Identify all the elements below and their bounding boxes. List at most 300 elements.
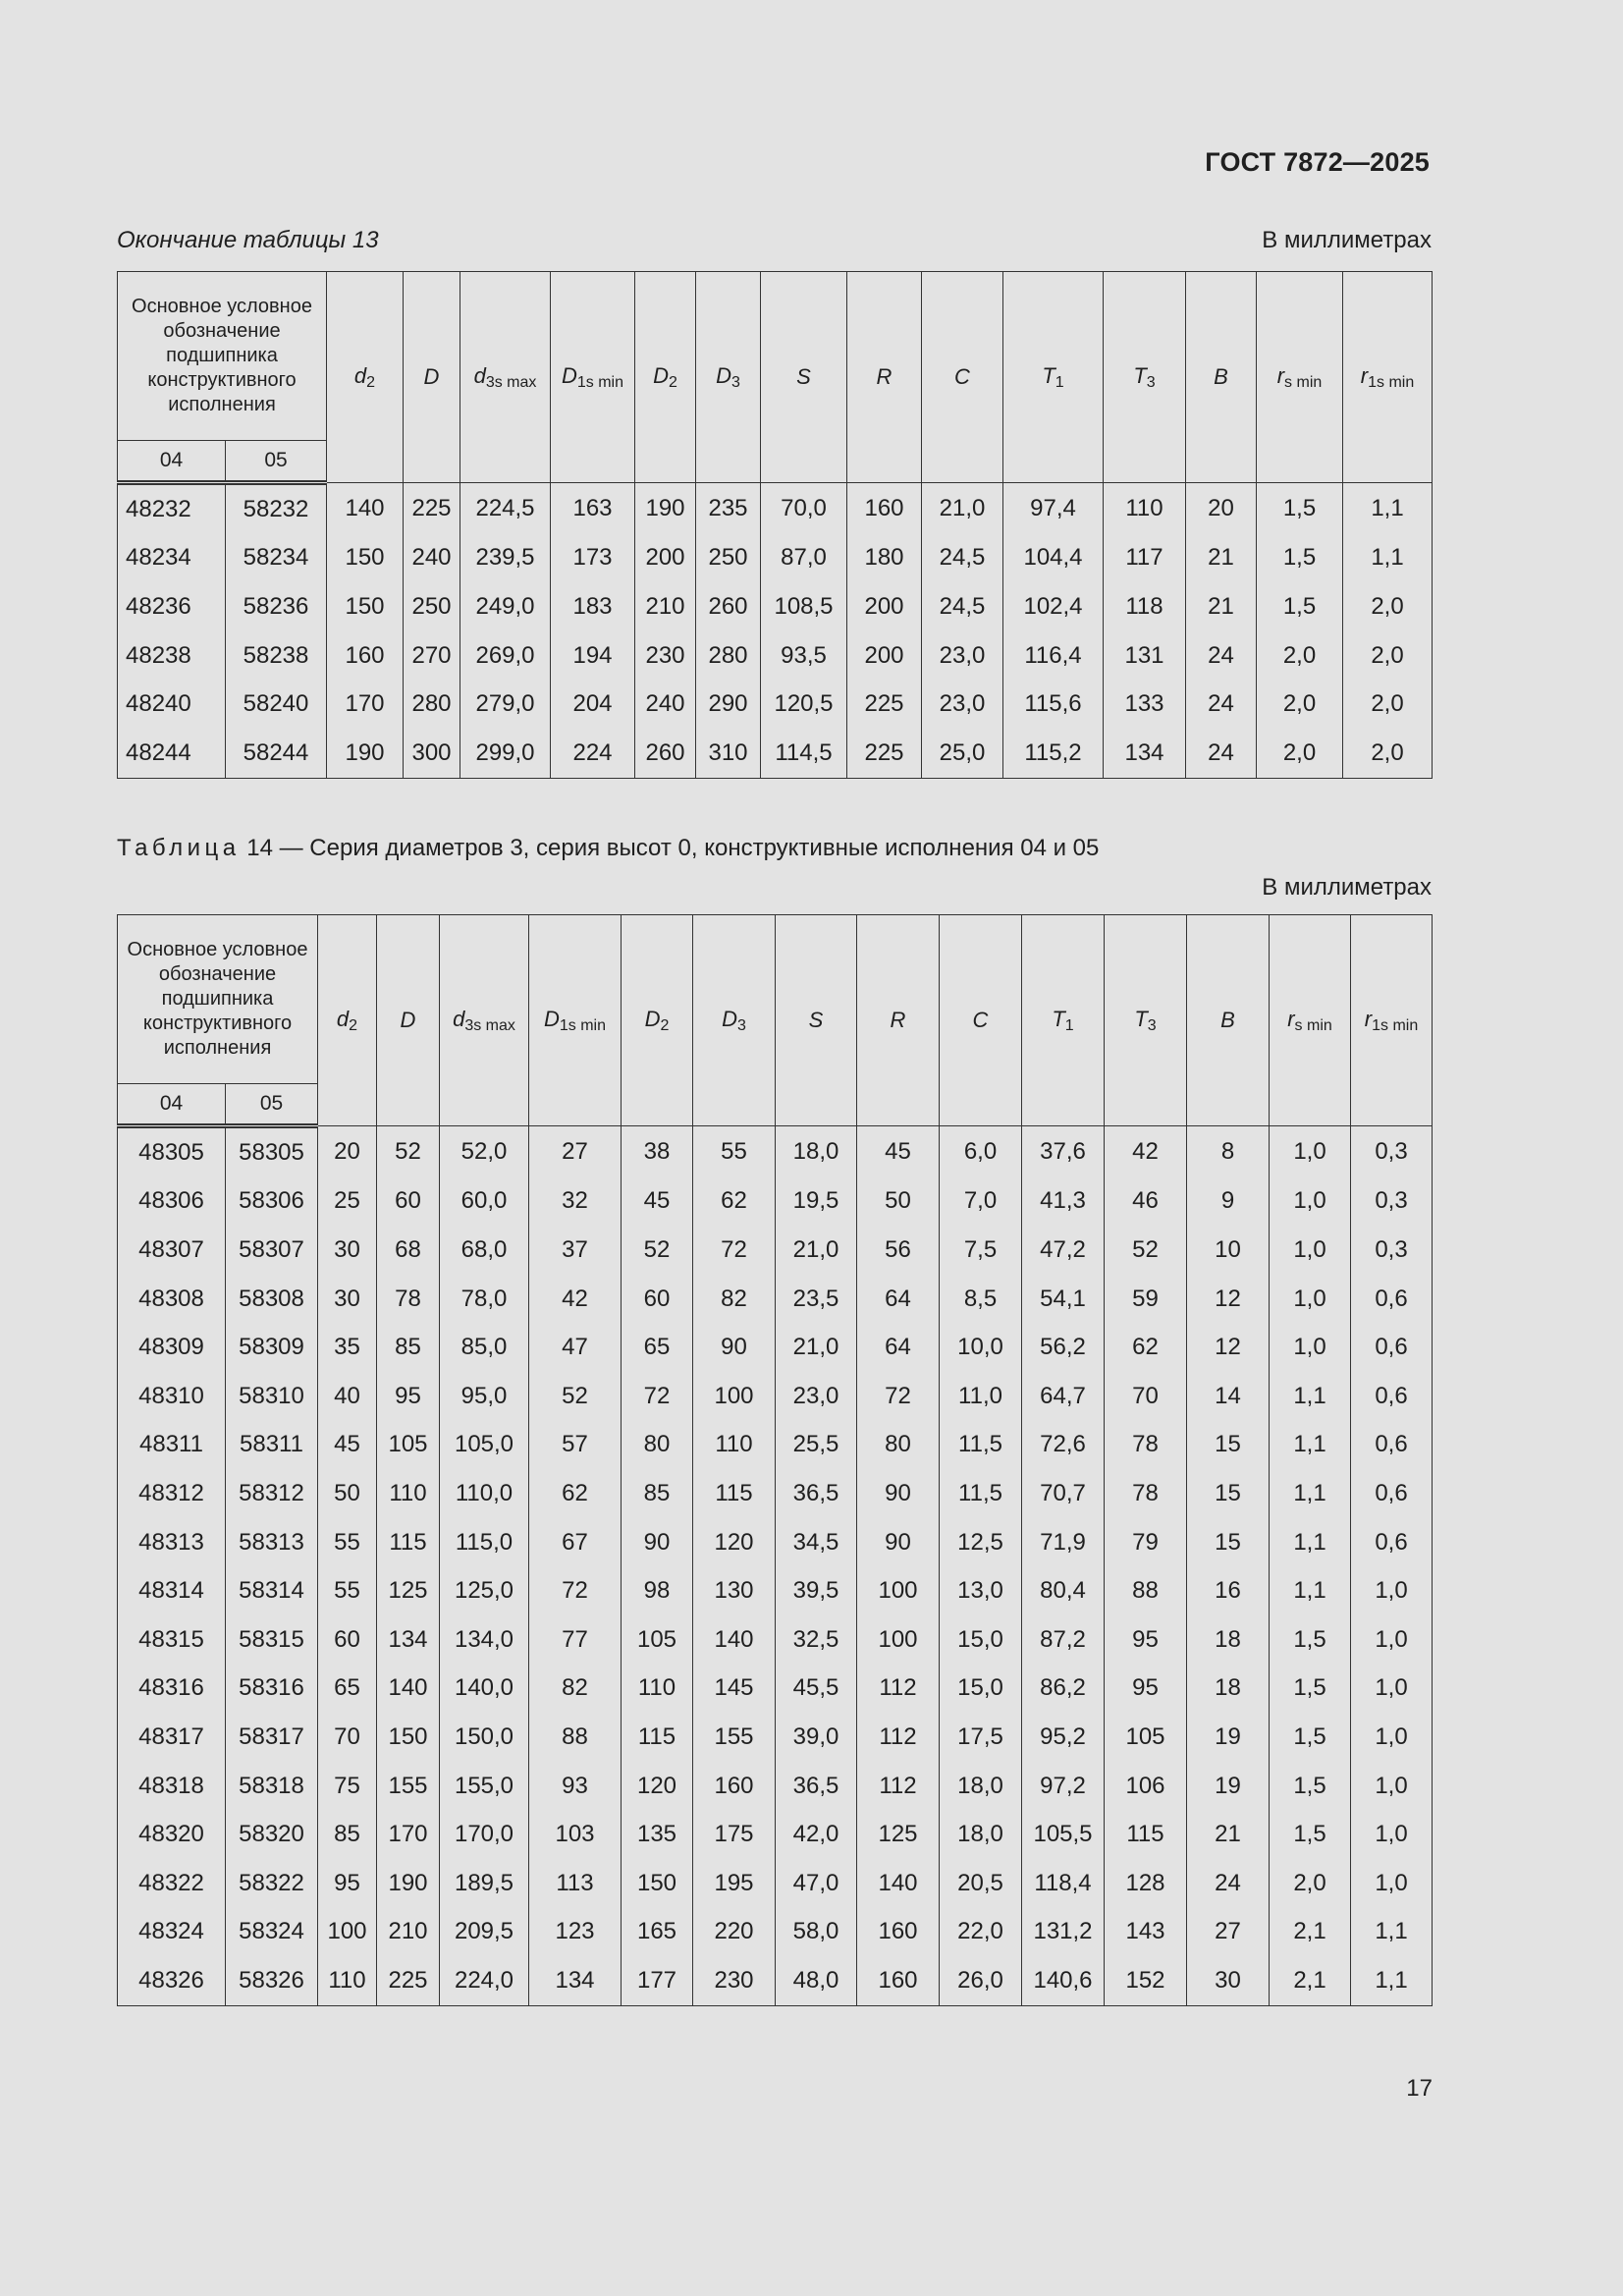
table-cell: 65 bbox=[318, 1665, 377, 1714]
table-cell: 2,0 bbox=[1257, 680, 1343, 729]
table-cell: 58,0 bbox=[776, 1908, 857, 1957]
table-cell: 19,5 bbox=[776, 1177, 857, 1227]
table-cell: 115,0 bbox=[440, 1518, 529, 1567]
table-row bbox=[118, 1372, 1433, 1421]
table-cell: 48236 bbox=[118, 582, 226, 631]
table-cell: 279,0 bbox=[460, 680, 551, 729]
table-row bbox=[118, 729, 1433, 778]
table-cell: 52 bbox=[529, 1372, 622, 1421]
column-symbol: D bbox=[400, 1008, 416, 1032]
table-cell: 224,0 bbox=[440, 1956, 529, 2005]
table-cell: 48,0 bbox=[776, 1956, 857, 2005]
column-symbol: r bbox=[1360, 362, 1369, 388]
table-cell: 56,2 bbox=[1022, 1323, 1105, 1372]
table-cell: 120,5 bbox=[761, 680, 847, 729]
table-cell: 48309 bbox=[118, 1323, 226, 1372]
table-cell: 1,0 bbox=[1270, 1226, 1351, 1275]
column-header-d-3s-max bbox=[460, 272, 551, 483]
column-header-s bbox=[776, 915, 857, 1126]
table-cell: 48305 bbox=[118, 1126, 226, 1177]
column-header-d-2 bbox=[318, 915, 377, 1126]
column-symbol: B bbox=[1214, 364, 1228, 389]
table-row bbox=[118, 1566, 1433, 1615]
table-cell: 170 bbox=[327, 680, 404, 729]
table-cell: 64,7 bbox=[1022, 1372, 1105, 1421]
table-cell: 1,0 bbox=[1270, 1126, 1351, 1177]
table-cell: 125,0 bbox=[440, 1566, 529, 1615]
column-header-r-s-min bbox=[1257, 272, 1343, 483]
table-cell: 58240 bbox=[226, 680, 327, 729]
table-cell: 112 bbox=[857, 1713, 940, 1762]
table-cell: 34,5 bbox=[776, 1518, 857, 1567]
table-cell: 58324 bbox=[226, 1908, 318, 1957]
document-code: ГОСТ 7872—2025 bbox=[1205, 147, 1430, 177]
table-cell: 45 bbox=[857, 1126, 940, 1177]
column-header-t-3 bbox=[1104, 272, 1186, 483]
table-cell: 1,0 bbox=[1351, 1810, 1433, 1859]
column-header-r-1s-min bbox=[1343, 272, 1433, 483]
table-cell: 15,0 bbox=[940, 1665, 1022, 1714]
table-cell: 18,0 bbox=[940, 1810, 1022, 1859]
table-cell: 41,3 bbox=[1022, 1177, 1105, 1227]
table-cell: 100 bbox=[857, 1566, 940, 1615]
table-cell: 1,5 bbox=[1270, 1713, 1351, 1762]
table-cell: 150 bbox=[327, 534, 404, 583]
table-cell: 0,6 bbox=[1351, 1323, 1433, 1372]
table-cell: 90 bbox=[857, 1469, 940, 1518]
table-cell: 155 bbox=[377, 1762, 440, 1811]
table-cell: 88 bbox=[529, 1713, 622, 1762]
table-cell: 18 bbox=[1187, 1665, 1270, 1714]
table-cell: 152 bbox=[1105, 1956, 1187, 2005]
table-cell: 299,0 bbox=[460, 729, 551, 778]
column-subscript: 2 bbox=[366, 373, 376, 391]
table-cell: 280 bbox=[696, 631, 761, 681]
table-cell: 39,0 bbox=[776, 1713, 857, 1762]
column-symbol: d bbox=[336, 1006, 350, 1031]
column-header-r bbox=[857, 915, 940, 1126]
column-symbol: S bbox=[808, 1008, 824, 1032]
table-row bbox=[118, 1275, 1433, 1324]
table-cell: 9 bbox=[1187, 1177, 1270, 1227]
table-cell: 24 bbox=[1186, 680, 1257, 729]
table-cell: 1,1 bbox=[1351, 1908, 1433, 1957]
table-cell: 48308 bbox=[118, 1275, 226, 1324]
table-cell: 62 bbox=[693, 1177, 776, 1227]
table-cell: 177 bbox=[622, 1956, 693, 2005]
designation-header: Основное условное обозначение подшипника конструктивного исполнения bbox=[118, 915, 318, 1084]
table-cell: 115 bbox=[377, 1518, 440, 1567]
table-cell: 24,5 bbox=[922, 534, 1003, 583]
column-header-c bbox=[940, 915, 1022, 1126]
table-13 bbox=[117, 271, 1433, 779]
column-header-d bbox=[404, 272, 460, 483]
table-cell: 270 bbox=[404, 631, 460, 681]
table-cell: 48318 bbox=[118, 1762, 226, 1811]
table-cell: 160 bbox=[327, 631, 404, 681]
table-cell: 23,0 bbox=[922, 680, 1003, 729]
table-cell: 48306 bbox=[118, 1177, 226, 1227]
table-cell: 110 bbox=[318, 1956, 377, 2005]
table-cell: 42,0 bbox=[776, 1810, 857, 1859]
table-cell: 240 bbox=[635, 680, 696, 729]
table-cell: 77 bbox=[529, 1615, 622, 1665]
table-cell: 64 bbox=[857, 1323, 940, 1372]
column-05-header: 05 bbox=[226, 441, 327, 483]
table-cell: 95,2 bbox=[1022, 1713, 1105, 1762]
table-cell: 118 bbox=[1104, 582, 1186, 631]
table-cell: 79 bbox=[1105, 1518, 1187, 1567]
table-cell: 30 bbox=[318, 1226, 377, 1275]
column-subscript: 3s max bbox=[464, 1016, 515, 1034]
column-header-c bbox=[922, 272, 1003, 483]
column-symbol: d bbox=[453, 1006, 465, 1031]
table-cell: 48238 bbox=[118, 631, 226, 681]
column-symbol: D bbox=[644, 1006, 661, 1031]
table-cell: 58310 bbox=[226, 1372, 318, 1421]
table-cell: 58244 bbox=[226, 729, 327, 778]
table-cell: 105 bbox=[1105, 1713, 1187, 1762]
column-header-r-1s-min bbox=[1351, 915, 1433, 1126]
column-subscript: 3 bbox=[1147, 1016, 1157, 1034]
table-row bbox=[118, 1859, 1433, 1908]
table-row bbox=[118, 1518, 1433, 1567]
column-subscript: 1 bbox=[1055, 373, 1064, 391]
table-cell: 115 bbox=[622, 1713, 693, 1762]
table-cell: 55 bbox=[693, 1126, 776, 1177]
table-cell: 19 bbox=[1187, 1762, 1270, 1811]
table-cell: 1,1 bbox=[1270, 1372, 1351, 1421]
table-cell: 50 bbox=[318, 1469, 377, 1518]
table-cell: 240 bbox=[404, 534, 460, 583]
column-subscript: 1s min bbox=[576, 373, 623, 391]
table-cell: 58326 bbox=[226, 1956, 318, 2005]
table-cell: 173 bbox=[551, 534, 635, 583]
table-cell: 58234 bbox=[226, 534, 327, 583]
table-cell: 130 bbox=[693, 1566, 776, 1615]
table-cell: 48316 bbox=[118, 1665, 226, 1714]
table-cell: 225 bbox=[404, 483, 460, 534]
table-cell: 1,1 bbox=[1343, 534, 1433, 583]
table-cell: 70,0 bbox=[761, 483, 847, 534]
table-cell: 160 bbox=[857, 1908, 940, 1957]
column-symbol: T bbox=[1133, 362, 1147, 388]
table-row bbox=[118, 1421, 1433, 1470]
table-cell: 90 bbox=[622, 1518, 693, 1567]
table-cell: 23,0 bbox=[776, 1372, 857, 1421]
table-cell: 224 bbox=[551, 729, 635, 778]
table-cell: 80 bbox=[622, 1421, 693, 1470]
table-cell: 88 bbox=[1105, 1566, 1187, 1615]
table-cell: 134 bbox=[377, 1615, 440, 1665]
table-cell: 95 bbox=[377, 1372, 440, 1421]
table-cell: 140 bbox=[327, 483, 404, 534]
column-header-d bbox=[377, 915, 440, 1126]
table-cell: 48315 bbox=[118, 1615, 226, 1665]
table-row bbox=[118, 1762, 1433, 1811]
table-cell: 190 bbox=[327, 729, 404, 778]
column-header-d-2 bbox=[635, 272, 696, 483]
table-cell: 47 bbox=[529, 1323, 622, 1372]
table-cell: 125 bbox=[857, 1810, 940, 1859]
table-cell: 48313 bbox=[118, 1518, 226, 1567]
table-cell: 93 bbox=[529, 1762, 622, 1811]
column-header-d-3s-max bbox=[440, 915, 529, 1126]
table-cell: 114,5 bbox=[761, 729, 847, 778]
table-cell: 48310 bbox=[118, 1372, 226, 1421]
table-cell: 52 bbox=[377, 1126, 440, 1177]
column-subscript: 1s min bbox=[1372, 1016, 1419, 1034]
table-cell: 85,0 bbox=[440, 1323, 529, 1372]
table-cell: 2,1 bbox=[1270, 1956, 1351, 2005]
table-cell: 108,5 bbox=[761, 582, 847, 631]
table-cell: 6,0 bbox=[940, 1126, 1022, 1177]
table-cell: 8 bbox=[1187, 1126, 1270, 1177]
table-cell: 131 bbox=[1104, 631, 1186, 681]
table-cell: 110 bbox=[1104, 483, 1186, 534]
table-cell: 210 bbox=[377, 1908, 440, 1957]
table-cell: 235 bbox=[696, 483, 761, 534]
table-cell: 15 bbox=[1187, 1421, 1270, 1470]
table-cell: 12,5 bbox=[940, 1518, 1022, 1567]
table-cell: 105 bbox=[377, 1421, 440, 1470]
table-cell: 75 bbox=[318, 1762, 377, 1811]
column-symbol: r bbox=[1287, 1006, 1295, 1031]
table-cell: 1,1 bbox=[1270, 1518, 1351, 1567]
table-cell: 86,2 bbox=[1022, 1665, 1105, 1714]
table-cell: 58309 bbox=[226, 1323, 318, 1372]
table-cell: 106 bbox=[1105, 1762, 1187, 1811]
table-cell: 1,0 bbox=[1270, 1323, 1351, 1372]
table-cell: 225 bbox=[847, 729, 922, 778]
table-cell: 250 bbox=[696, 534, 761, 583]
table-cell: 57 bbox=[529, 1421, 622, 1470]
table-cell: 82 bbox=[693, 1275, 776, 1324]
table-row bbox=[118, 483, 1433, 534]
table-cell: 58313 bbox=[226, 1518, 318, 1567]
table-cell: 25,0 bbox=[922, 729, 1003, 778]
table-cell: 85 bbox=[622, 1469, 693, 1518]
table-cell: 204 bbox=[551, 680, 635, 729]
column-symbol: R bbox=[876, 364, 893, 389]
table-cell: 10,0 bbox=[940, 1323, 1022, 1372]
table-cell: 38 bbox=[622, 1126, 693, 1177]
table-cell: 0,3 bbox=[1351, 1226, 1433, 1275]
column-header-d-2 bbox=[327, 272, 404, 483]
table-cell: 11,5 bbox=[940, 1469, 1022, 1518]
table-cell: 72 bbox=[622, 1372, 693, 1421]
table14-caption-row bbox=[117, 835, 1432, 862]
table-cell: 180 bbox=[847, 534, 922, 583]
table-cell: 18,0 bbox=[940, 1762, 1022, 1811]
table-cell: 120 bbox=[693, 1518, 776, 1567]
table-cell: 70 bbox=[1105, 1372, 1187, 1421]
column-symbol: T bbox=[1042, 362, 1055, 388]
table-cell: 80 bbox=[857, 1421, 940, 1470]
table-cell: 48312 bbox=[118, 1469, 226, 1518]
table-cell: 190 bbox=[635, 483, 696, 534]
table-cell: 1,1 bbox=[1270, 1421, 1351, 1470]
table-cell: 95 bbox=[1105, 1665, 1187, 1714]
table-cell: 269,0 bbox=[460, 631, 551, 681]
column-subscript: 3 bbox=[736, 1016, 746, 1034]
table-cell: 67 bbox=[529, 1518, 622, 1567]
column-header-d-1s-min bbox=[551, 272, 635, 483]
table-cell: 260 bbox=[635, 729, 696, 778]
table-cell: 24,5 bbox=[922, 582, 1003, 631]
table-cell: 280 bbox=[404, 680, 460, 729]
table-cell: 20 bbox=[318, 1126, 377, 1177]
table-cell: 11,5 bbox=[940, 1421, 1022, 1470]
table-cell: 160 bbox=[693, 1762, 776, 1811]
table-cell: 16 bbox=[1187, 1566, 1270, 1615]
table-cell: 70,7 bbox=[1022, 1469, 1105, 1518]
column-subscript: 1s min bbox=[1368, 373, 1415, 391]
table-cell: 133 bbox=[1104, 680, 1186, 729]
table-cell: 32 bbox=[529, 1177, 622, 1227]
table-row bbox=[118, 1323, 1433, 1372]
column-header-d-3 bbox=[693, 915, 776, 1126]
table-cell: 46 bbox=[1105, 1177, 1187, 1227]
table-cell: 134 bbox=[1104, 729, 1186, 778]
table-cell: 85 bbox=[377, 1323, 440, 1372]
column-subscript: 3 bbox=[730, 373, 740, 391]
table-cell: 115 bbox=[1105, 1810, 1187, 1859]
table-cell: 155 bbox=[693, 1713, 776, 1762]
table-cell: 72,6 bbox=[1022, 1421, 1105, 1470]
table-cell: 1,1 bbox=[1270, 1469, 1351, 1518]
table-cell: 163 bbox=[551, 483, 635, 534]
table-cell: 210 bbox=[635, 582, 696, 631]
table-row bbox=[118, 1810, 1433, 1859]
column-header-t-3 bbox=[1105, 915, 1187, 1126]
table-cell: 58305 bbox=[226, 1126, 318, 1177]
table-cell: 17,5 bbox=[940, 1713, 1022, 1762]
table-cell: 150 bbox=[622, 1859, 693, 1908]
table-cell: 123 bbox=[529, 1908, 622, 1957]
table-cell: 48314 bbox=[118, 1566, 226, 1615]
table13-caption-row bbox=[117, 227, 1432, 254]
table14-caption-word: Таблица bbox=[117, 835, 241, 861]
table-cell: 90 bbox=[693, 1323, 776, 1372]
table-cell: 220 bbox=[693, 1908, 776, 1957]
table-cell: 60 bbox=[377, 1177, 440, 1227]
table-cell: 183 bbox=[551, 582, 635, 631]
table-cell: 18,0 bbox=[776, 1126, 857, 1177]
table-cell: 195 bbox=[693, 1859, 776, 1908]
table-cell: 45 bbox=[318, 1421, 377, 1470]
table-cell: 1,0 bbox=[1270, 1275, 1351, 1324]
table-cell: 36,5 bbox=[776, 1762, 857, 1811]
table-cell: 90 bbox=[857, 1518, 940, 1567]
table-cell: 120 bbox=[622, 1762, 693, 1811]
table-cell: 15 bbox=[1187, 1518, 1270, 1567]
table-cell: 85 bbox=[318, 1810, 377, 1859]
table-row bbox=[118, 1226, 1433, 1275]
table-cell: 26,0 bbox=[940, 1956, 1022, 2005]
table-cell: 1,0 bbox=[1351, 1762, 1433, 1811]
table-cell: 140,0 bbox=[440, 1665, 529, 1714]
table-cell: 150 bbox=[327, 582, 404, 631]
table-cell: 65 bbox=[622, 1323, 693, 1372]
table-cell: 0,6 bbox=[1351, 1469, 1433, 1518]
table-cell: 40 bbox=[318, 1372, 377, 1421]
column-subscript: 2 bbox=[660, 1016, 670, 1034]
table-cell: 21 bbox=[1186, 582, 1257, 631]
table-cell: 97,2 bbox=[1022, 1762, 1105, 1811]
table-cell: 175 bbox=[693, 1810, 776, 1859]
table-cell: 45,5 bbox=[776, 1665, 857, 1714]
column-symbol: C bbox=[972, 1008, 989, 1032]
table-cell: 18 bbox=[1187, 1615, 1270, 1665]
table14-caption bbox=[117, 835, 1099, 862]
column-header-d-1s-min bbox=[529, 915, 622, 1126]
table-cell: 200 bbox=[635, 534, 696, 583]
table-cell: 105,0 bbox=[440, 1421, 529, 1470]
table-cell: 42 bbox=[529, 1275, 622, 1324]
column-symbol: S bbox=[796, 364, 811, 389]
column-header-t-1 bbox=[1003, 272, 1104, 483]
table-cell: 60,0 bbox=[440, 1177, 529, 1227]
table-cell: 13,0 bbox=[940, 1566, 1022, 1615]
table-cell: 72 bbox=[857, 1372, 940, 1421]
table-cell: 22,0 bbox=[940, 1908, 1022, 1957]
table-row bbox=[118, 1177, 1433, 1227]
table-cell: 15,0 bbox=[940, 1615, 1022, 1665]
column-symbol: d bbox=[473, 362, 486, 388]
table-cell: 21 bbox=[1186, 534, 1257, 583]
column-symbol: T bbox=[1134, 1006, 1148, 1031]
table-cell: 25,5 bbox=[776, 1421, 857, 1470]
table-cell: 145 bbox=[693, 1665, 776, 1714]
table-cell: 50 bbox=[857, 1177, 940, 1227]
table-cell: 7,0 bbox=[940, 1177, 1022, 1227]
table13-units: В миллиметрах bbox=[1262, 227, 1432, 253]
table-cell: 14 bbox=[1187, 1372, 1270, 1421]
table-cell: 58308 bbox=[226, 1275, 318, 1324]
table-cell: 48311 bbox=[118, 1421, 226, 1470]
table-cell: 105 bbox=[622, 1615, 693, 1665]
table-cell: 48320 bbox=[118, 1810, 226, 1859]
table-cell: 42 bbox=[1105, 1126, 1187, 1177]
table-cell: 48240 bbox=[118, 680, 226, 729]
table-cell: 2,0 bbox=[1343, 582, 1433, 631]
table-cell: 35 bbox=[318, 1323, 377, 1372]
table-cell: 110 bbox=[622, 1665, 693, 1714]
table-cell: 78,0 bbox=[440, 1275, 529, 1324]
column-symbol: D bbox=[423, 364, 440, 389]
table-cell: 200 bbox=[847, 582, 922, 631]
column-header-d-3 bbox=[696, 272, 761, 483]
table14-caption-text: 14 — Серия диаметров 3, серия высот 0, конструктивные исполнения 04 и 05 bbox=[240, 835, 1100, 861]
column-header-b bbox=[1186, 272, 1257, 483]
table-cell: 189,5 bbox=[440, 1859, 529, 1908]
column-05-header: 05 bbox=[226, 1084, 318, 1126]
table-cell: 110,0 bbox=[440, 1469, 529, 1518]
table-cell: 112 bbox=[857, 1762, 940, 1811]
table-cell: 21 bbox=[1187, 1810, 1270, 1859]
column-subscript: 3 bbox=[1146, 373, 1156, 391]
table-cell: 1,1 bbox=[1270, 1566, 1351, 1615]
table-cell: 58320 bbox=[226, 1810, 318, 1859]
table-cell: 58236 bbox=[226, 582, 327, 631]
table-row bbox=[118, 1665, 1433, 1714]
table-cell: 58312 bbox=[226, 1469, 318, 1518]
table-cell: 103 bbox=[529, 1810, 622, 1859]
table-cell: 82 bbox=[529, 1665, 622, 1714]
table-row bbox=[118, 1908, 1433, 1957]
page-number: 17 bbox=[1406, 2075, 1433, 2102]
